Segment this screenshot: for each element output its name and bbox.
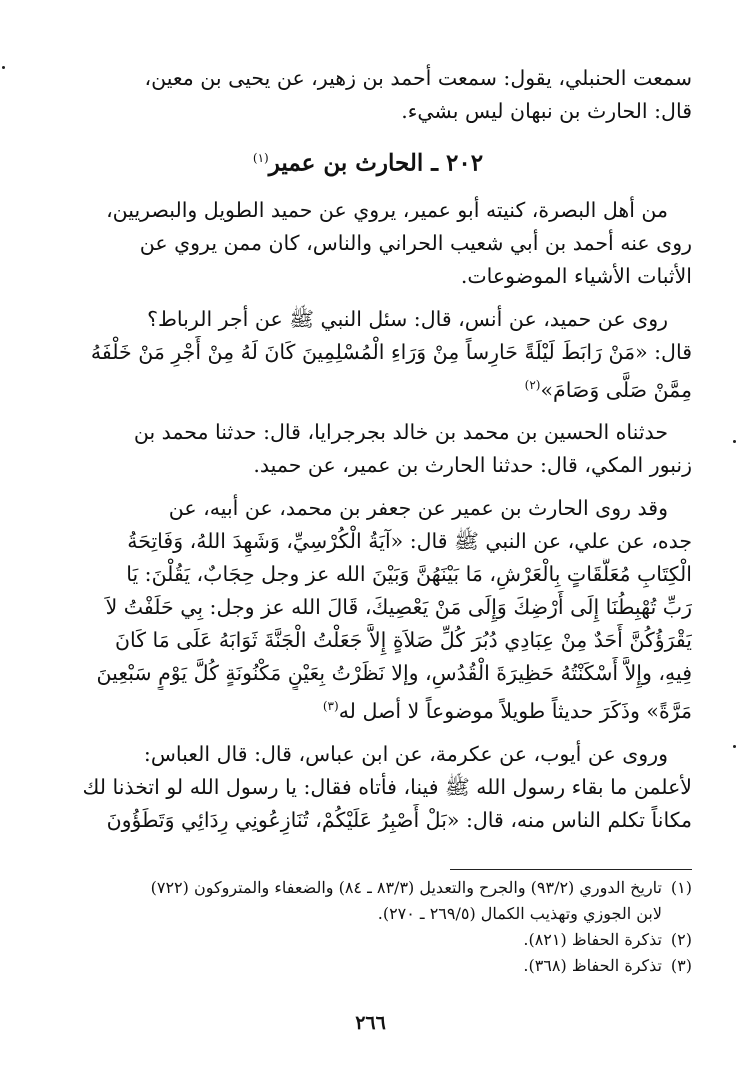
footnote (44, 875, 692, 927)
text-line: الْكِتَابِ مُعَلَّقَاتٍ بِالْعَرْشِ، مَا بَيْنَهُنَّ وَبَيْنَ الله عز وجل حِجَابٌ، يَقُلْنَ: يَا (126, 562, 692, 587)
text-line: قال: «مَنْ رَابَطَ لَيْلَةً حَارِساً مِنْ وَرَاءِ الْمُسْلِمِينَ كَانَ لَهُ مِنْ أَجْرِ مَنْ خَلْفَهُ (90, 339, 692, 364)
footnote-ref: (١) (252, 151, 269, 165)
text-line: زنبور المكي، قال: حدثنا الحارث بن عمير، عن حميد. (253, 453, 692, 478)
text-line: حدثناه الحسين بن محمد بن خالد بجرجرايا، قال: حدثنا محمد بن (133, 420, 668, 445)
main-text (44, 62, 692, 847)
text-line: رَبِّ تُهْبِطُنَا إِلَى أَرْضِكَ وَإِلَى مَنْ يَعْصِيكَ، قَالَ الله عز وجل: بِي حَلَفْتُ لاَ (105, 595, 692, 620)
text-line: يَقْرَؤُكُنَّ أَحَدٌ مِنْ عِبَادِي دُبُرَ كُلِّ صَلاَةٍ إِلاَّ جَعَلْتُ الْجَنَّةَ ثَوَابَهُ عَلَى مَا كَانَ (114, 628, 692, 653)
footnote-text: تذكرة الحفاظ (٣٦٨). (523, 956, 662, 975)
text-line: روى عن حميد، عن أنس، قال: سئل النبي ﷺ عن أجر الرباط؟ (147, 306, 668, 331)
footnote-number: (٣) (670, 956, 692, 975)
text-line: فِيهِ، وإِلاَّ أَسْكَنْتُهُ حَظِيرَةَ الْقُدُسِ، وإلا نَظَرْتُ بِعَيْنٍ مَكْنُونَةٍ كُلَّ يَوْمٍ سَبْعِينَ (96, 661, 692, 686)
scan-mark (2, 66, 5, 69)
footnote-ref: (٢) (524, 377, 541, 392)
hadith-paragraph (44, 492, 692, 728)
biography-paragraph (44, 194, 692, 293)
intro-paragraph (44, 62, 692, 128)
isnad-paragraph (44, 416, 692, 482)
text-line: لأعلمن ما بقاء رسول الله ﷺ فينا، فأتاه فقال: يا رسول الله لو اتخذنا لك (82, 775, 692, 800)
page-number: ٢٦٦ (355, 1012, 386, 1034)
hadith-text: مَرَّةً» وذَكَرَ حديثاً طويلاً موضوعاً لا أصل له (338, 699, 692, 724)
footnote (44, 927, 692, 953)
hadith-text: مِمَّنْ صَلَّى وَصَامَ» (540, 377, 692, 402)
text-line: روى عنه أحمد بن أبي شعيب الحراني والناس، كان ممن يروي عن (139, 230, 692, 255)
text-line (44, 369, 692, 407)
text-line: سمعت الحنبلي، يقول: سمعت أحمد بن زهير، عن يحيى بن معين، (144, 66, 692, 90)
footnote-text: تاريخ الدوري (٩٣/٢) والجرح والتعديل (٨٣/٣ ـ ٨٤) والضعفاء والمتروكون (٧٢٢) (150, 878, 662, 897)
text-line: جده، عن علي، عن النبي ﷺ قال: «آيَةُ الْكُرْسِيِّ، وَشَهِدَ اللهُ، وَفَاتِحَةُ (127, 529, 692, 554)
entry-heading-text: ٢٠٢ ـ الحارث بن عمير (268, 149, 484, 177)
text-line: مكاناً تكلم الناس منه، قال: «بَلْ أَصْبِرُ عَلَيْكُمْ، تُنَازِعُونِي رِدَائِي وَتَطَؤُونَ (106, 808, 692, 833)
footnote-text: تذكرة الحفاظ (٨٢١). (523, 930, 662, 949)
scan-mark (733, 440, 736, 443)
text-line: الأثبات الأشياء الموضوعات. (460, 263, 692, 288)
footnote-text: لابن الجوزي وتهذيب الكمال (٢٦٩/٥ ـ ٢٧٠). (377, 904, 662, 923)
footnote-number: (١) (670, 878, 692, 897)
text-line: وروى عن أيوب، عن عكرمة، عن ابن عباس، قال: قال العباس: (143, 742, 668, 767)
text-line: وقد روى الحارث بن عمير عن جعفر بن محمد، عن أبيه، عن (168, 496, 668, 521)
footnote-number: (٢) (670, 930, 692, 949)
text-line: قال: الحارث بن نبهان ليس بشيء. (401, 99, 692, 123)
hadith-paragraph (44, 738, 692, 837)
footnote (44, 953, 692, 979)
text-line: من أهل البصرة، كنيته أبو عمير، يروي عن حميد الطويل والبصريين، (106, 197, 668, 222)
entry-heading (44, 138, 692, 184)
footnote-ref: (٣) (322, 699, 339, 714)
scan-mark (733, 745, 736, 748)
text-line (44, 690, 692, 728)
footnotes (44, 875, 692, 979)
hadith-paragraph (44, 303, 692, 407)
footnote-divider (450, 869, 692, 870)
